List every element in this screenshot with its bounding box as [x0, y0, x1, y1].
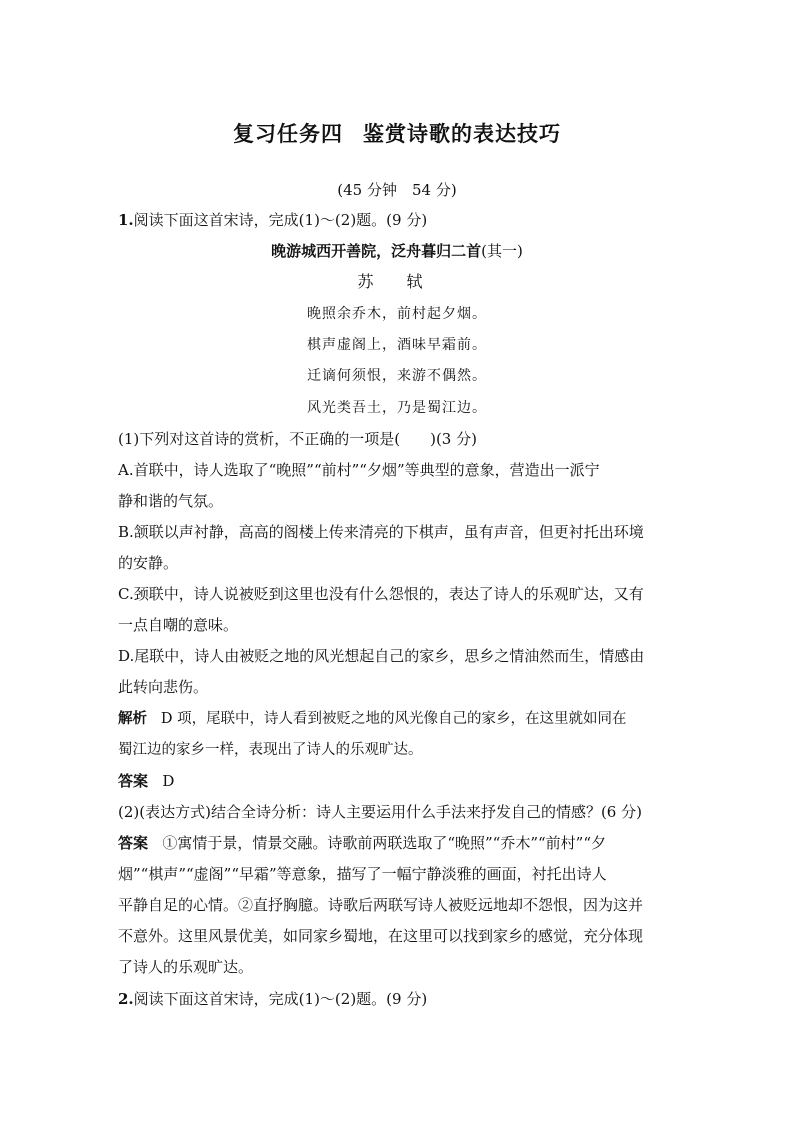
option-a-line-1: A.首联中，诗人选取了“晚照”“前村”“夕烟”等典型的意象，营造出一派宁 [118, 461, 600, 479]
poem-line: 迁谪何须恨，来游不偶然。 [307, 368, 487, 384]
title-part-1: 复习任务四 [233, 122, 343, 146]
subquestion-1-stem: (1)下列对这首诗的赏析，不正确的一项是( )(3 分) [118, 430, 477, 448]
answer-label: 答案 [118, 772, 149, 790]
poem-author: 苏 轼 [357, 272, 437, 291]
option-d-line-2: 此转向悲伤。 [118, 678, 209, 696]
title-part-2: 鉴赏诗歌的表达技巧 [363, 122, 561, 146]
answer-2-line-3: 平静自足的心情。②直抒胸臆。诗歌后两联写诗人被贬远地却不怨恨，因为这并 [118, 896, 644, 914]
answer-2-line-5: 了诗人的乐观旷达。 [118, 958, 254, 976]
question-2-text: 阅读下面这首宋诗，完成(1)～(2)题。(9 分) [133, 990, 428, 1008]
poem-line: 棋声虚阁上，酒味早霜前。 [307, 337, 487, 353]
question-1-number: 1. [118, 211, 134, 229]
answer-2-line-1 [118, 833, 606, 853]
option-a-line-2: 静和谐的气氛。 [118, 492, 224, 510]
answer-2-text: ①寓情于景，情景交融。诗歌前两联选取了“晚照”“乔木”“前村”“夕 [162, 834, 607, 852]
analysis-label: 解析 [118, 710, 147, 727]
question-2-number: 2. [118, 990, 134, 1008]
option-c-line-2: 一点自嘲的意味。 [118, 616, 239, 634]
poem-title-note: (其一) [481, 242, 523, 260]
subquestion-2-stem: (2)(表达方式)结合全诗分析：诗人主要运用什么手法来抒发自己的情感？(6 分) [118, 803, 642, 821]
poem-line: 风光类吾土，乃是蜀江边。 [307, 400, 487, 416]
option-b-line-1: B.颔联以声衬静，高高的阁楼上传来清亮的下棋声，虽有声音，但更衬托出环境 [118, 523, 644, 541]
time-score-line: (45 分钟 54 分) [337, 181, 457, 199]
answer-1-line [118, 771, 174, 791]
option-d-line-1: D.尾联中，诗人由被贬之地的风光想起自己的家乡，思乡之情油然而生，情感由 [118, 647, 645, 665]
analysis-line-2: 蜀江边的家乡一样，表现出了诗人的乐观旷达。 [118, 742, 423, 758]
question-2-stem [118, 989, 427, 1009]
poem-title [0, 241, 794, 261]
answer-2-line-2: 烟”“棋声”“虚阁”“早霜”等意象，描写了一幅宁静淡雅的画面，衬托出诗人 [118, 865, 607, 883]
question-1-text: 阅读下面这首宋诗，完成(1)～(2)题。(9 分) [133, 211, 428, 229]
question-1-stem [118, 210, 427, 230]
answer-value: D [162, 772, 175, 790]
option-b-line-2: 的安静。 [118, 554, 179, 572]
option-c-line-1: C.颈联中，诗人说被贬到这里也没有什么怨恨的，表达了诗人的乐观旷达，又有 [118, 585, 644, 603]
answer-2-label: 答案 [118, 834, 149, 852]
poem-line: 晚照余乔木，前村起夕烟。 [307, 306, 487, 322]
answer-2-line-4: 不意外。这里风景优美，如同家乡蜀地，在这里可以找到家乡的感觉，充分体现 [118, 927, 644, 945]
page-title [0, 118, 794, 148]
analysis-line-1 [118, 709, 627, 729]
poem-title-main: 晚游城西开善院，泛舟暮归二首 [271, 242, 482, 260]
analysis-text: D 项，尾联中，诗人看到被贬之地的风光像自己的家乡，在这里就如同在 [160, 711, 627, 727]
